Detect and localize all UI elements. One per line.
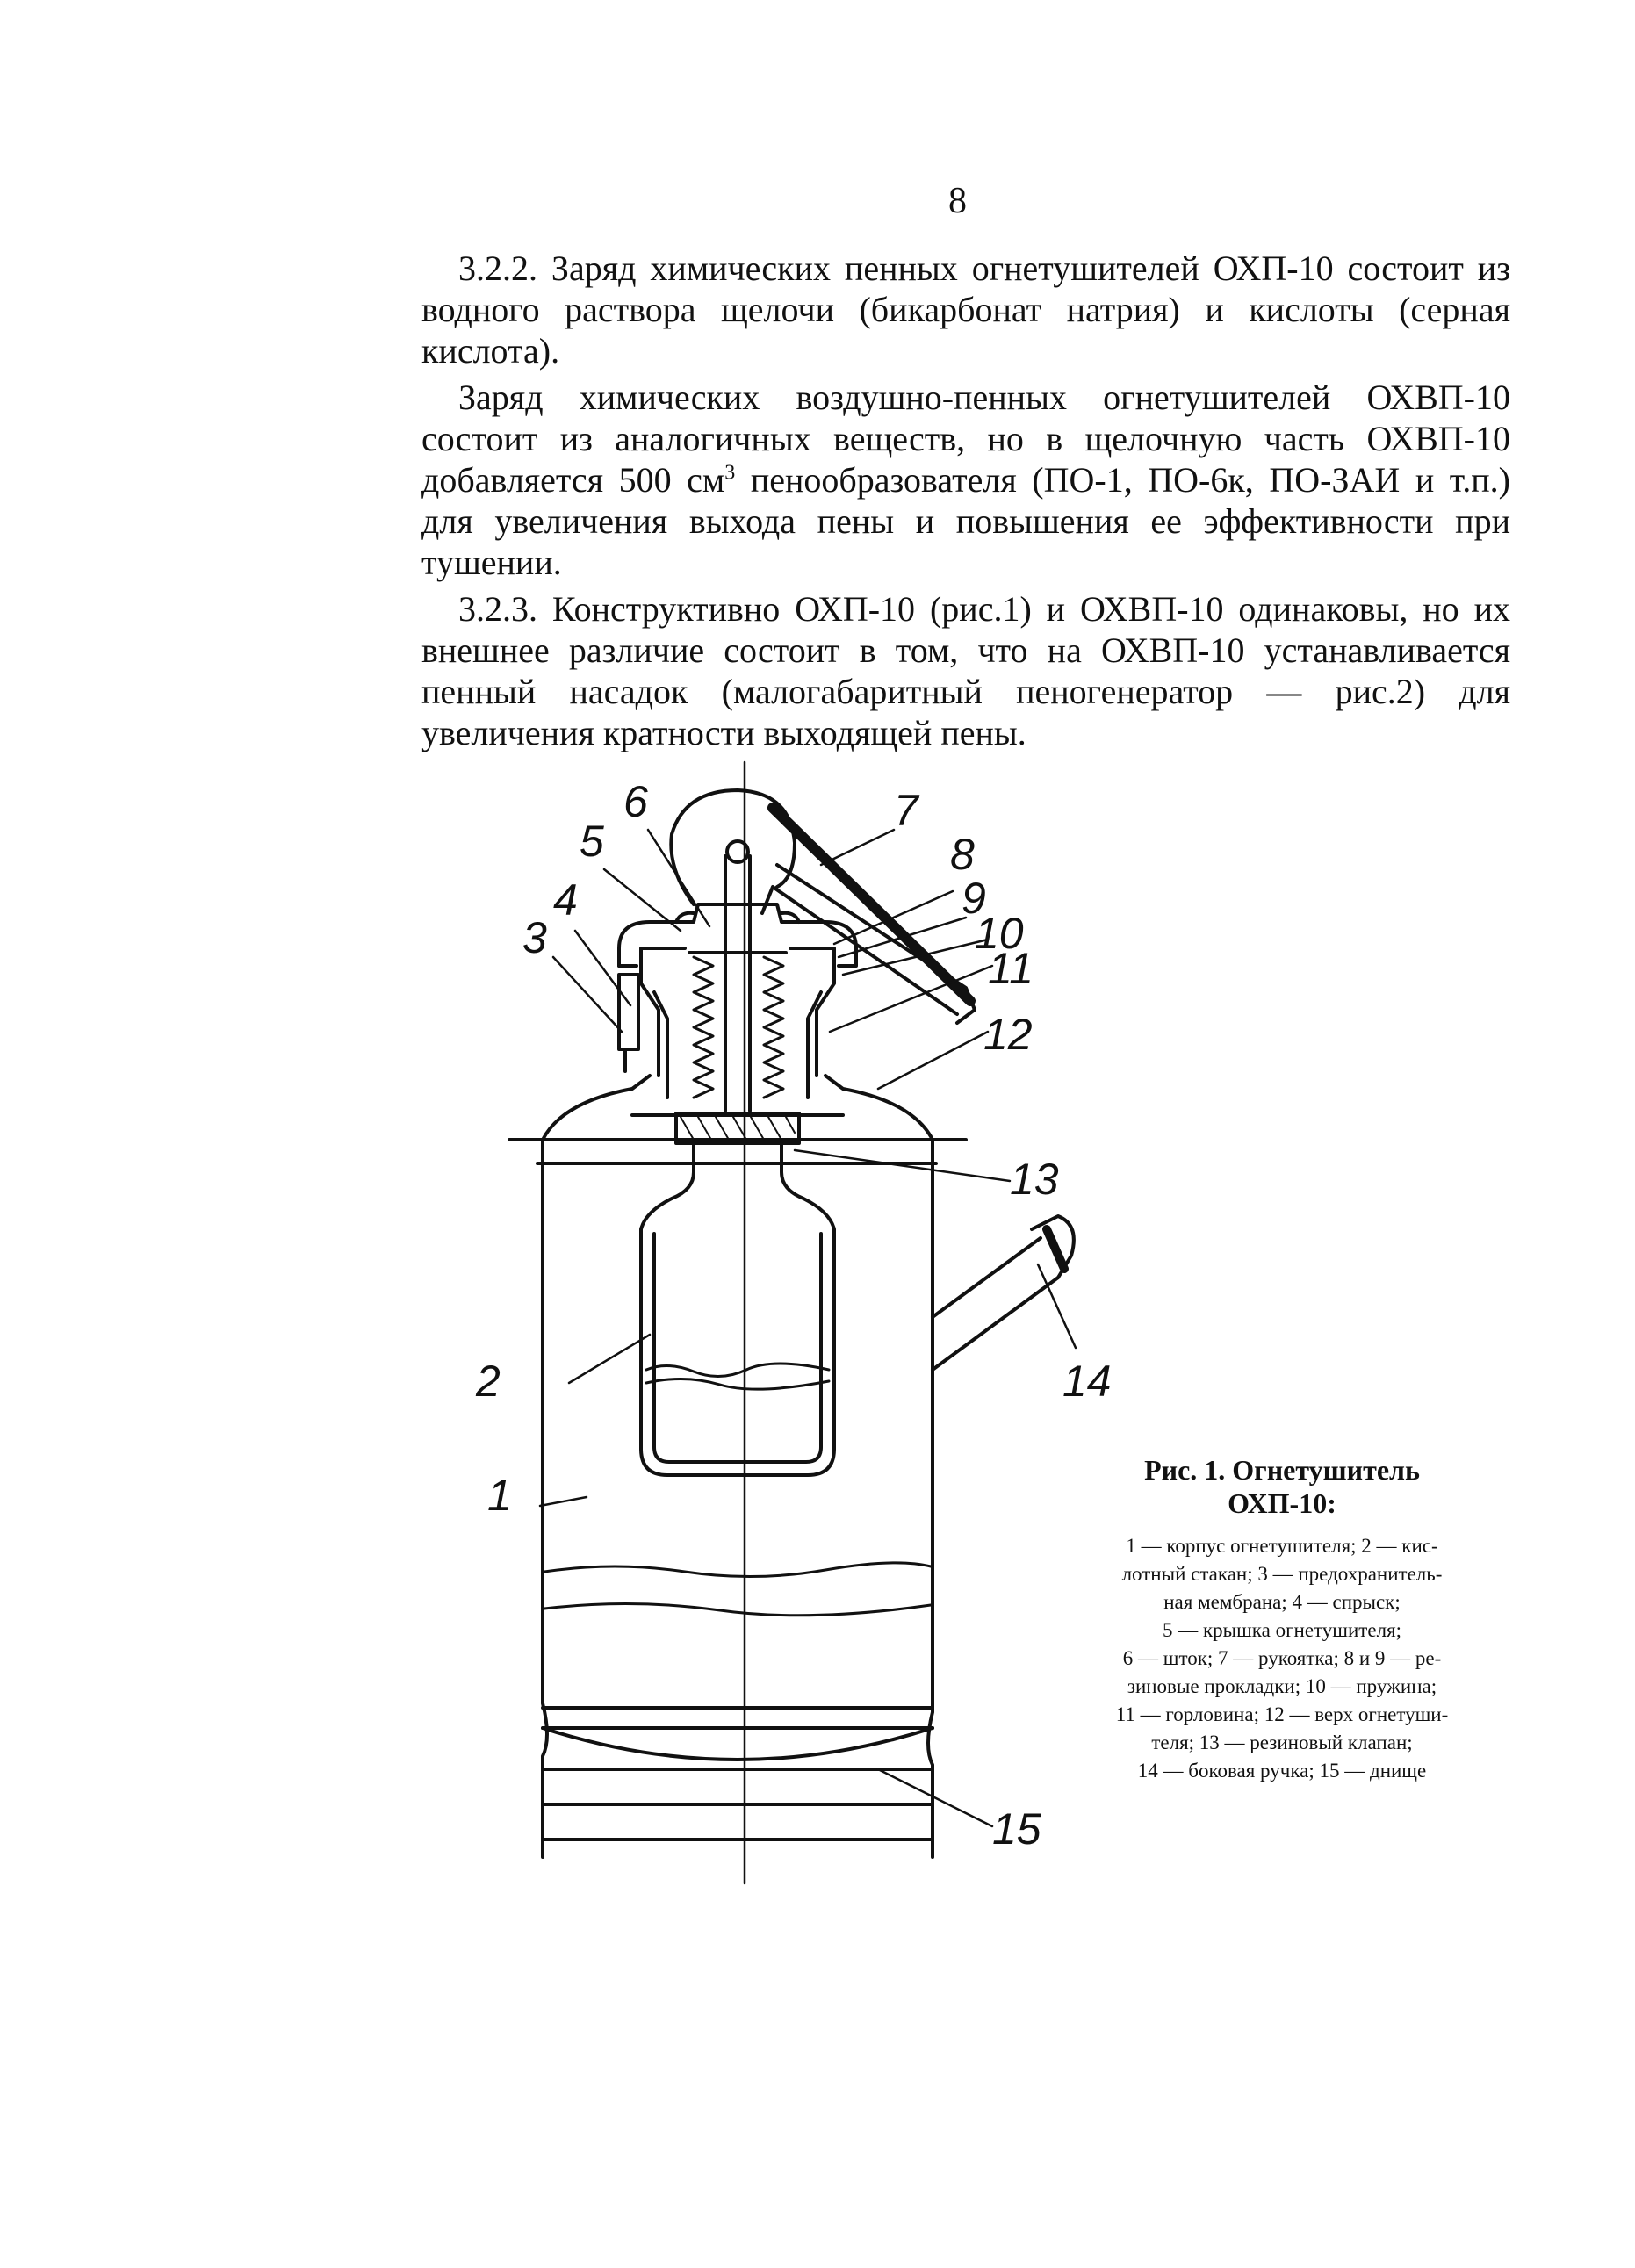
figure-label-1: 1 — [487, 1471, 512, 1520]
caption-title-line-1: Рис. 1. Огнетушитель — [1144, 1454, 1420, 1486]
figure-caption — [1045, 1453, 1519, 1785]
figure-label-6: 6 — [623, 777, 648, 826]
caption-line: 1 — корпус огнетушителя; 2 — кис- — [1126, 1535, 1438, 1557]
caption-line: теля; 13 — резиновый клапан; — [1151, 1732, 1413, 1753]
caption-line: 14 — боковая ручка; 15 — днище — [1137, 1760, 1427, 1782]
figure-label-4: 4 — [553, 875, 578, 925]
caption-line: зиновые прокладки; 10 — пружина; — [1127, 1675, 1437, 1697]
figure-label-3: 3 — [522, 913, 547, 962]
figure-label-12: 12 — [983, 1010, 1033, 1059]
figure-label-15: 15 — [992, 1804, 1041, 1854]
figure-caption-title — [1045, 1453, 1519, 1520]
figure-label-13: 13 — [1010, 1155, 1059, 1204]
figure-label-7: 7 — [894, 786, 918, 835]
figure-label-11: 11 — [988, 944, 1034, 993]
figure-label-5: 5 — [580, 817, 604, 866]
caption-title-line-2: ОХП-10: — [1228, 1487, 1336, 1519]
figure-label-14: 14 — [1062, 1357, 1112, 1406]
page-number: 8 — [948, 181, 967, 221]
paragraph-3-2-2: 3.2.2. Заряд химических пенных огнетушителей ОХП-10 состоит из водного раствора щелочи (бикарбонат натрия) и кислоты (серная кислота). — [421, 248, 1510, 371]
caption-line: ная мембрана; 4 — спрыск; — [1163, 1591, 1401, 1613]
figure-label-10: 10 — [975, 909, 1024, 958]
figure-label-9: 9 — [962, 874, 986, 923]
caption-line: лотный стакан; 3 — предохранитель- — [1121, 1563, 1443, 1585]
caption-line: 6 — шток; 7 — рукоятка; 8 и 9 — ре- — [1122, 1647, 1442, 1669]
paragraph-3-2-3: 3.2.3. Конструктивно ОХП-10 (рис.1) и ОХВП-10 одинаковы, но их внешнее различие состоит в том, что на ОХВП-10 устанавливается пенный насадок (малогабаритный пеногенератор — рис.2) для увеличения кратности выходящей пены. — [421, 589, 1510, 752]
caption-line: 11 — горловина; 12 — верх огнетуши- — [1115, 1703, 1449, 1725]
paragraph-ohvp-text-end: пенообразователя (ПО-1, ПО-6к, ПО-ЗАИ и т.п.) для увеличения выхода пены и повышения ее эффективности при тушении. — [421, 460, 1510, 582]
figure-label-2: 2 — [476, 1357, 501, 1406]
figure-label-8: 8 — [950, 830, 975, 879]
paragraph-ohvp-text-start: Заряд химических воздушно-пенных огнетушителей ОХВП-10 состоит из аналогичных веществ, но в щелочную часть ОХВП-10 добавляется 500 см — [421, 378, 1510, 500]
superscript-cube: 3 — [724, 461, 736, 485]
caption-line: 5 — крышка огнетушителя; — [1162, 1619, 1402, 1641]
